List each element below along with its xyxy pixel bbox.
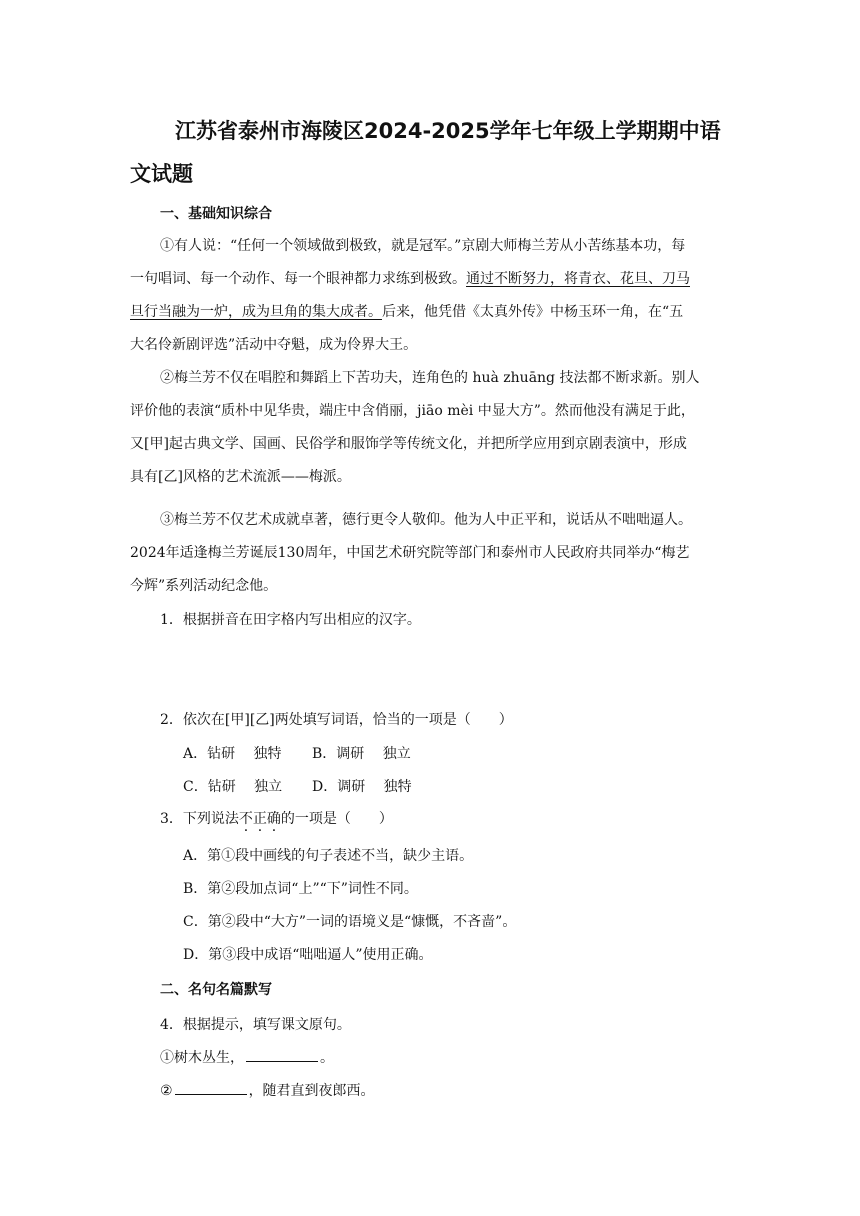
paragraph1-text: 后来，他凭借《太真外传》中杨玉环一角，在“五 [382,304,684,320]
question3-option-a[interactable]: A．第①段中画线的句子表述不当，缺少主语。 [183,848,474,864]
question4-item2-text: ，随君直到夜郎西。 [248,1083,375,1099]
document-title-line2: 文试题 [130,162,193,186]
question4-stem: 4．根据提示，填写课文原句。 [160,1017,351,1033]
paragraph2-line4: 具有[乙]风格的艺术流派——梅派。 [130,469,351,485]
answer-blank[interactable] [175,1080,247,1095]
paragraph2-line2: 评价他的表演“质朴中见华贵，端庄中含俏丽，jiāo mèi 中显大方”。然而他没有满足于此， [130,403,695,419]
paragraph1-line2 [130,268,730,288]
paragraph3-line2: 2024年适逢梅兰芳诞辰130周年，中国艺术研究院等部门和泰州市人民政府共同举办“梅艺 [130,545,690,561]
answer-blank[interactable] [246,1047,318,1062]
question3-option-b[interactable]: B．第②段加点词“上”“下”词性不同。 [183,881,418,897]
paragraph3-line1: ③梅兰芳不仅艺术成就卓著，德行更令人敬仰。他为人中正平和，说话从不咄咄逼人。 [160,512,692,528]
question4-item1-text: ①树木丛生， [160,1050,244,1066]
question4-item2 [160,1080,760,1100]
emphasis-char: 正 [252,811,267,827]
question3-stem-text: 3．下列说法 [160,811,239,827]
paragraph2-line1: ②梅兰芳不仅在唱腔和舞蹈上下苦功夫，连角色的 huà zhuāng 技法都不断求新。别人 [160,370,700,386]
question2-option-a[interactable]: A．钻研 独特 [183,746,282,762]
question1-stem: 1．根据拼音在田字格内写出相应的汉字。 [160,612,421,628]
paragraph1-line1: ①有人说：“任何一个领域做到极致，就是冠军。”京剧大师梅兰芳从小苦练基本功，每 [160,238,686,254]
underlined-sentence: 通过不断努力，将青衣、花旦、刀马 [466,271,690,287]
question2-option-d[interactable]: D．调研 独特 [312,779,412,795]
underlined-sentence: 旦行当融为一炉，成为旦角的集大成者。 [130,304,382,320]
section-heading-basic-knowledge: 一、基础知识综合 [160,206,272,222]
question4-item1 [160,1047,760,1067]
paragraph1-text: 一句唱词、每一个动作、每一个眼神都力求练到极致。 [130,271,466,287]
emphasis-char: 不 [238,811,253,827]
question3-stem [160,808,760,828]
question4-item2-text: ② [160,1083,173,1099]
question3-option-d[interactable]: D．第③段中成语“咄咄逼人”使用正确。 [183,947,433,963]
paragraph1-line3 [130,301,730,321]
emphasis-char: 确 [266,811,281,827]
paragraph1-line4: 大名伶新剧评选”活动中夺魁，成为伶界大王。 [130,337,418,353]
question4-item1-text: 。 [320,1050,334,1066]
paragraph3-line3: 今辉”系列活动纪念他。 [130,578,278,594]
question2-option-c[interactable]: C．钻研 独立 [183,779,283,795]
document-title-line1: 江苏省泰州市海陵区2024-2025学年七年级上学期期中语 [175,119,721,143]
question2-stem: 2．依次在[甲][乙]两处填写词语，恰当的一项是（ ） [160,712,513,728]
paragraph2-line3: 又[甲]起古典文学、国画、民俗学和服饰学等传统文化，并把所学应用到京剧表演中，形成 [130,436,687,452]
question3-stem-text: 的一项是（ ） [280,811,393,827]
question2-option-b[interactable]: B．调研 独立 [312,746,411,762]
question3-option-c[interactable]: C．第②段中“大方”一词的语境义是“慷慨，不吝啬”。 [183,914,517,930]
section-heading-recitation: 二、名句名篇默写 [160,982,272,998]
